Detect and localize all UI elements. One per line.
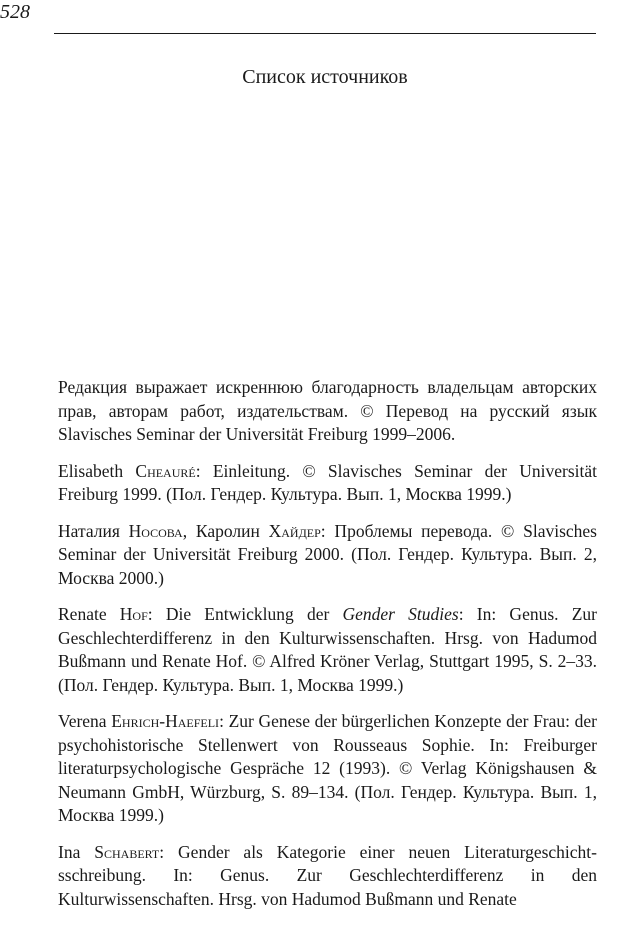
author-last-name: Носова — [128, 520, 183, 541]
sources-list — [58, 376, 597, 924]
author-last-name: Hof — [119, 604, 148, 624]
entry-text: : Einleitung. © Slavisches Seminar der Universität Freiburg 1999. (Пол. Гендер. Культура. Вып. 1, Москва 1999.) — [58, 460, 598, 504]
author-first-name: Наталия — [58, 520, 129, 541]
author-separator: , Каролин — [182, 520, 269, 541]
author-last-name: Ehrich-Haefeli — [111, 711, 220, 731]
source-entry — [58, 460, 597, 507]
author-first-name: Elisabeth — [58, 460, 136, 481]
author-first-name: Ina — [58, 841, 95, 862]
entry-text: : Zur Genese der bürgerlichen Konzepte der Frau: der psychohistorische Stellenwert von Rousseaus Sophie. In: Freiburger literaturpsychologische Gespräche 12 (1993). © Verlag Königshausen & Neumann GmbH, Würzburg, S. 89–134. (Пол. Гендер. Культура. Вып. 1, Москва 1999.) — [58, 711, 598, 825]
author-first-name: Verena — [58, 711, 112, 731]
source-entry — [58, 520, 597, 591]
entry-text: : In: Genus. Zur Geschlechterdifferenz in den Kulturwissenschaften. Hrsg. von Hadumod Bußmann und Renate Hof. © Alfred Kröner Verlag, Stuttgart 1995, S. 2–33. (Пол. Гендер. Культура. Вып. 1, Москва 1999.) — [58, 604, 597, 695]
second-author-last-name: Хайдер — [268, 520, 321, 541]
author-last-name: Cheauré — [135, 460, 196, 481]
header-rule — [54, 33, 596, 34]
page-number: 528 — [0, 1, 30, 23]
entry-text: : Проблемы перевода. © Slavisches Seminar der Universität Freiburg 2000. (Пол. Гендер. Культура. Вып. 2, Москва 2000.) — [58, 520, 597, 588]
page-title: Список источников — [242, 66, 408, 88]
acknowledgement-text: Редакция выражает искреннюю благодарность владельцам авторских прав, авторам работ, издательствам. © Перевод на русский язык Slavisches Seminar der Universität Freiburg 1999–2006. — [58, 377, 597, 444]
acknowledgement-paragraph — [58, 376, 597, 447]
entry-text: : Gender als Kategorie einer neuen Literaturgeschichtsschreibung. In: Genus. Zur Geschlechterdifferenz in den Kulturwissenschaften. Hrsg. von Hadumod Bußmann und Renate — [58, 841, 597, 909]
source-entry — [58, 710, 597, 828]
author-first-name: Renate — [58, 604, 120, 624]
source-entry — [58, 603, 597, 697]
entry-text-start: : Die Entwicklung der — [147, 604, 343, 624]
author-last-name: Schabert — [94, 841, 160, 862]
entry-italic-title: Gender Studies — [342, 604, 459, 624]
source-entry — [58, 841, 597, 912]
